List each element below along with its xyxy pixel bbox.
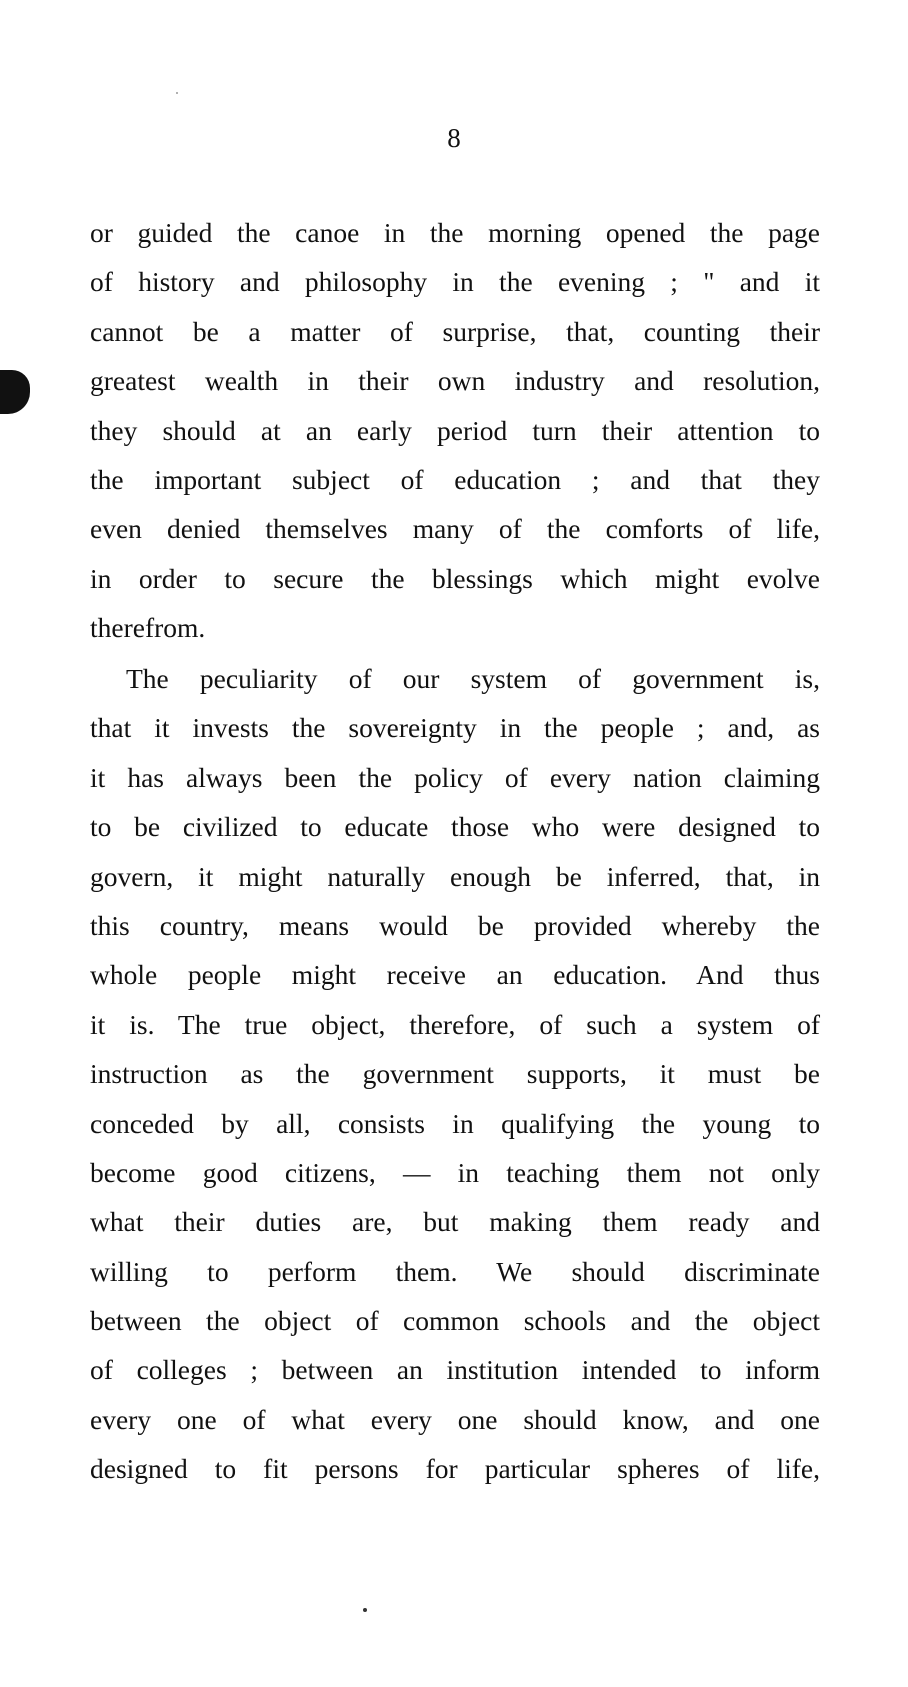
text-line: govern, it might naturally enough be inferred, that, in <box>90 860 820 892</box>
margin-ink-blot <box>0 370 30 414</box>
text-line: therefrom. <box>90 612 206 644</box>
text-line: to be civilized to educate those who were designed to <box>90 811 820 843</box>
text-line: greatest wealth in their own industry and resolution, <box>90 365 820 397</box>
text-line: whole people might receive an education. And thus <box>90 959 820 991</box>
text-line: willing to perform them. We should discriminate <box>90 1255 820 1287</box>
text-line: or guided the canoe in the morning opened the page <box>90 217 820 248</box>
text-line: this country, means would be provided whereby the <box>90 909 820 941</box>
text-line: of history and philosophy in the evening ; " and it <box>90 266 820 298</box>
text-line: that it invests the sovereignty in the people ; and, as <box>90 712 820 744</box>
text-line: instruction as the government supports, it must be <box>90 1058 820 1090</box>
text-line: conceded by all, consists in qualifying the young to <box>90 1107 820 1139</box>
text-line: every one of what every one should know, and one <box>90 1403 820 1435</box>
text-line: cannot be a matter of surprise, that, counting their <box>90 315 820 347</box>
text-line: designed to fit persons for particular spheres of life, <box>90 1453 820 1485</box>
scan-speck <box>176 92 178 94</box>
text-line: even denied themselves many of the comforts of life, <box>90 513 820 545</box>
paragraph-1 <box>90 208 820 653</box>
text-line: The peculiarity of our system of government is, <box>126 663 820 694</box>
text-line: between the object of common schools and the object <box>90 1305 820 1337</box>
text-line: of colleges ; between an institution intended to inform <box>90 1354 820 1386</box>
scan-speck <box>363 1608 367 1612</box>
text-line: the important subject of education ; and that they <box>90 463 820 495</box>
paragraph-2 <box>90 654 820 1494</box>
text-line: it has always been the policy of every nation claiming <box>90 761 820 793</box>
page-number: 8 <box>447 123 461 153</box>
text-line: they should at an early period turn their attention to <box>90 414 820 446</box>
text-line: in order to secure the blessings which might evolve <box>90 562 820 594</box>
text-line: become good citizens, — in teaching them not only <box>90 1156 820 1188</box>
text-line: what their duties are, but making them ready and <box>90 1206 820 1238</box>
text-line: it is. The true object, therefore, of such a system of <box>90 1008 820 1040</box>
